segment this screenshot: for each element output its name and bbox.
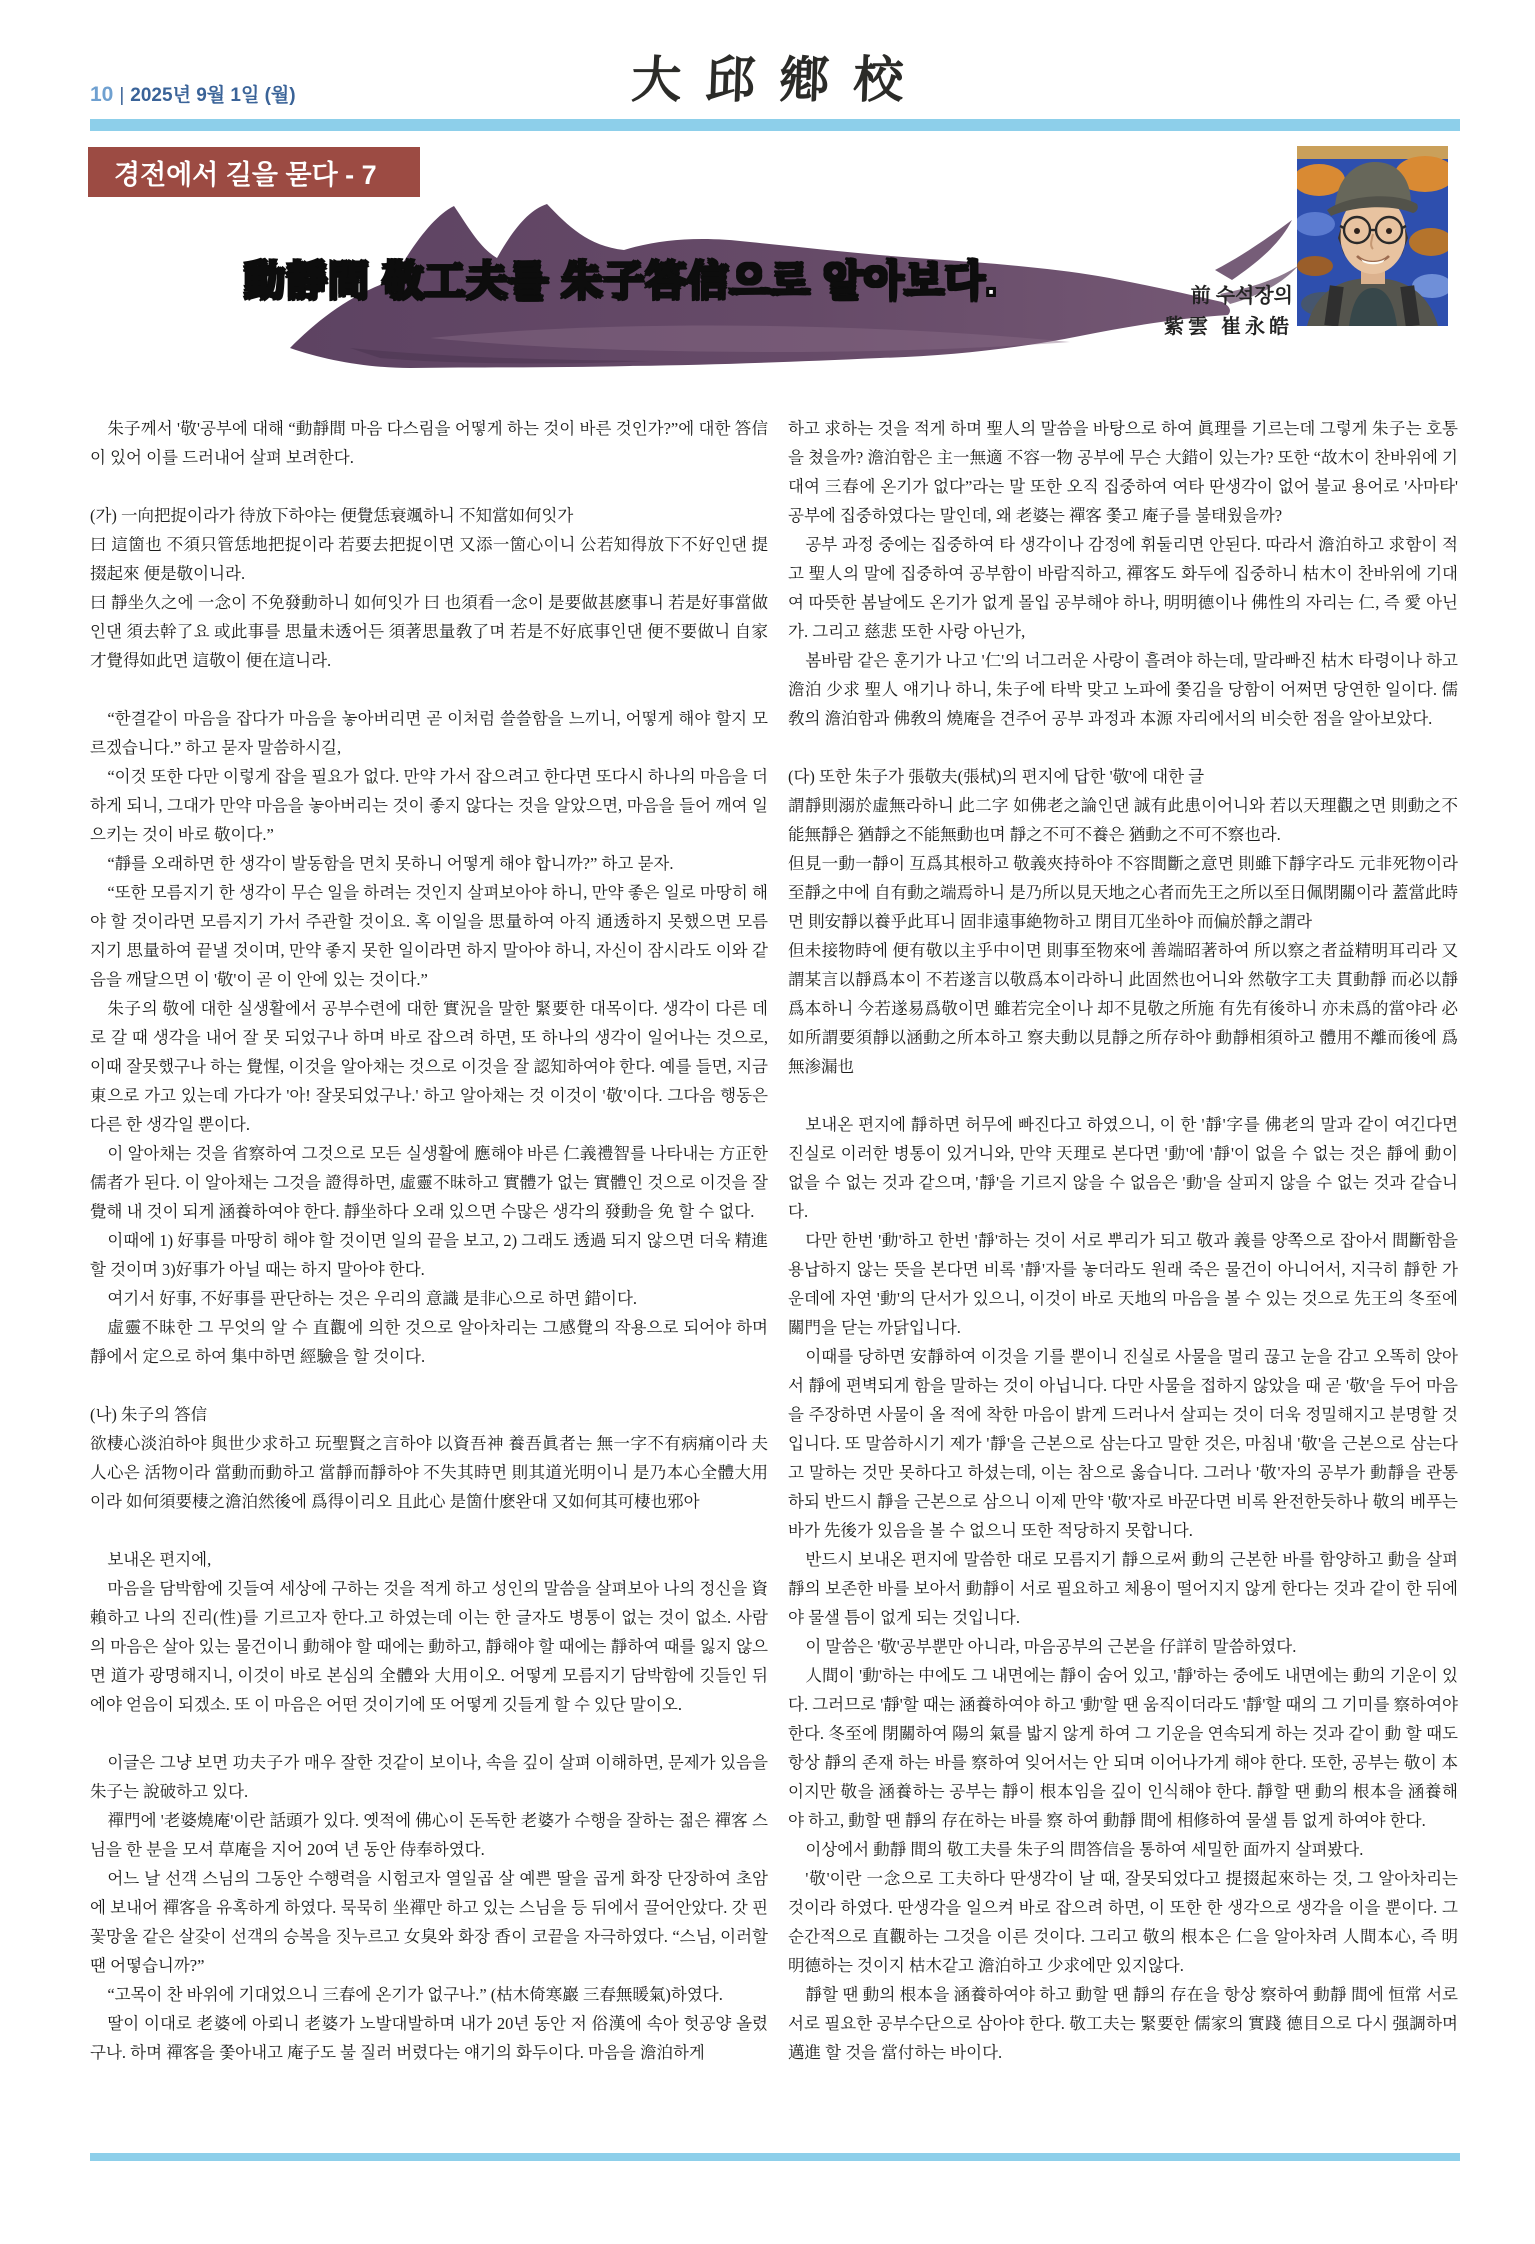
article-paragraph: 禪門에 '老婆燒庵'이란 話頭가 있다. 옛적에 佛心이 돈독한 老婆가 수행을 잘하는 젊은 禪客 스님을 한 분을 모셔 草庵을 지어 20여 년 동안 侍奉하였다. [90, 1811, 768, 1859]
article-paragraph: 朱子께서 '敬'공부에 대해 “動靜間 마음 다스림을 어떻게 하는 것이 바른 것인가?”에 대한 答信이 있어 이를 드러내어 살펴 보려한다. [90, 419, 768, 467]
article-paragraph: 어느 날 선객 스님의 그동안 수행력을 시험코자 열일곱 살 예쁜 딸을 곱게 화장 단장하여 초암에 보내어 禪客을 유혹하게 하였다. 묵묵히 坐禪만 하고 있는 스님을 등 뒤에서 끌어안았다. 갓 핀 꽃망울 같은 살갗이 선객의 승복을 짓누르고 女臭와 화장 香이 코끝을 자극하였다. “스님, 이러할 땐 어떻습니까?” [90, 1869, 768, 1975]
author-byline [1000, 281, 1293, 343]
article-paragraph: 靜할 땐 動의 根本을 涵養하여야 하고 動할 땐 靜의 存在을 항상 察하여 動靜 間에 恒常 서로서로 필요한 공부수단으로 삼아야 한다. 敬工夫는 緊要한 儒家의 實踐 德目으로 다시 强調하며 邁進 할 것을 當付하는 바이다. [788, 1985, 1458, 2062]
article-paragraph: 虛靈不昧한 그 무엇의 알 수 直觀에 의한 것으로 알아차리는 그感覺의 작용으로 되어야 하며 靜에서 定으로 하여 集中하면 經驗을 할 것이다. [90, 1318, 768, 1366]
article-paragraph: 공부 과정 중에는 집중하여 타 생각이나 감정에 휘둘리면 안된다. 따라서 澹泊하고 求함이 적고 聖人의 말에 집중하여 공부함이 바람직하고, 禪客도 화두에 집중하니 枯木이 찬바위에 기대여 따뜻한 봄날에도 온기가 없게 몰입 공부해야 하나, 明明德이나 佛性의 자리는 仁, 즉 愛 아닌가. 그리고 慈悲 또한 사랑 아닌가, [788, 535, 1458, 641]
article-paragraph: 보내온 편지에 靜하면 허무에 빠진다고 하였으니, 이 한 '靜'字를 佛老의 말과 같이 여긴다면 진실로 이러한 병통이 있거니와, 만약 天理로 본다면 '動'에 '靜'이 없을 수 없는 것은 靜에 動이 없을 수 없는 것과 같으며, '靜'을 기르지 않을 수 없음은 '動'을 살피지 않을 수 없는 것과 같습니다. [788, 1115, 1458, 1221]
article-paragraph: 曰 靜坐久之에 一念이 不免發動하니 如何잇가 曰 也須看一念이 是要做甚麽事니 若是好事當做인댄 須去幹了요 或此事를 思量未透어든 須著思量敎了며 若是不好底事인댄 便不要做니 自家才覺得如此면 這敬이 便在這니라. [90, 593, 768, 670]
page-number: 10 [90, 83, 114, 106]
article-paragraph: 이글은 그냥 보면 功夫子가 매우 잘한 것같이 보이나, 속을 깊이 살펴 이해하면, 문제가 있음을 朱子는 說破하고 있다. [90, 1753, 768, 1801]
article-paragraph: 이 말씀은 '敬'공부뿐만 아니라, 마음공부의 근본을 仔詳히 말씀하였다. [805, 1637, 1297, 1656]
article-title: 動靜間 敬工夫를 朱子答信으로 알아보다. [244, 258, 998, 304]
author-role: 前 수석장의 [1190, 285, 1293, 307]
article-paragraph: 但未接物時에 便有敬以主乎中이면 則事至物來에 善端昭著하여 所以察之者益精明耳리라 又謂某言以靜爲本이 不若遂言以敬爲本이라하니 此固然也어니와 然敬字工夫 貫動靜 而必以靜爲本하니 今若遂易爲敬이면 雖若完全이나 却不見敬之所施 有先有後하니 亦未爲的當야라 必如所謂要須靜以涵動之所本하고 察夫動以見靜之所存하야 動靜相須하고 體用不離而後에 爲無渗漏也 [788, 941, 1458, 1076]
article-paragraph: 하고 求하는 것을 적게 하며 聖人의 말씀을 바탕으로 하여 眞理를 기르는데 그렇게 朱子는 호통을 쳤을까? 澹泊함은 主一無適 不容一物 공부에 무슨 大錯이 있는가? 또한 “故木이 찬바위에 기대여 三春에 온기가 없다”라는 말 또한 오직 집중하여 여타 딴생각이 없어 불교 용어로 '사마타' 공부에 집중하였다는 말인데, 왜 老婆는 禪客 쫓고 庵子를 불태웠을까? [788, 419, 1458, 525]
article-paragraph: (나) 朱子의 答信 [90, 1405, 208, 1424]
article-column-right [788, 414, 1458, 2067]
article-column-left [90, 414, 768, 2067]
article-paragraph: 반드시 보내온 편지에 말씀한 대로 모름지기 靜으로써 動의 근본한 바를 함양하고 動을 살펴 靜의 보존한 바를 보아서 動靜이 서로 필요하고 체용이 떨어지지 않게 한다는 것과 같이 한 뒤에야 물샐 틈이 없게 되는 것입니다. [788, 1550, 1458, 1627]
date-separator: | [119, 85, 125, 106]
article-paragraph: 謂靜則溺於虛無라하니 此二字 如佛老之論인댄 誠有此患이어니와 若以天理觀之면 則動之不能無靜은 猶靜之不能無動也며 靜之不可不養은 猶動之不可不察也라. [788, 796, 1458, 844]
article-paragraph: “또한 모름지기 한 생각이 무슨 일을 하려는 것인지 살펴보아야 하니, 만약 좋은 일로 마땅히 해야 할 것이라면 모름지기 가서 주관할 것이요. 혹 이일을 思量하여 아직 通透하지 못했으면 모름지기 思量하여 끝낼 것이며, 만약 좋지 못한 일이라면 하지 말아야 하니, 자신이 잠시라도 이와 같음을 깨달으면 이 '敬'이 곧 이 안에 있는 것이다.” [90, 883, 768, 989]
article-paragraph: “한결같이 마음을 잡다가 마음을 놓아버리면 곧 이처럼 쓸쓸함을 느끼니, 어떻게 해야 할지 모르겠습니다.” 하고 묻자 말씀하시길, [90, 709, 768, 757]
article-paragraph: 人間이 '動'하는 中에도 그 내면에는 靜이 숨어 있고, '靜'하는 중에도 내면에는 動의 기운이 있다. 그러므로 '靜'할 때는 涵養하여야 하고 '動'할 땐 움직이더라도 '靜'할 때의 그 기미를 察하여야 한다. 冬至에 閉關하여 陽의 氣를 밟지 않게 하여 그 기운을 연속되게 하는 것과 같이 動 할 때도 항상 靜의 존재 하는 바를 察하여 잊어서는 안 되며 이어나가게 해야 한다. 또한, 공부는 敬이 本이지만 敬을 涵養하는 공부는 靜이 根本임을 깊이 인식해야 한다. 靜할 땐 動의 根本을 涵養해야 하고, 動할 땐 靜의 存在하는 바를 察 하여 動靜 間에 相修하여 물샐 틈 없게 하여야 한다. [788, 1666, 1458, 1830]
article-paragraph: 曰 這箇也 不須只管恁地把捉이라 若要去把捉이면 又添一箇心이니 公若知得放下不好인댄 提掇起來 便是敬이니라. [90, 535, 768, 583]
article-paragraph: 但見一動一靜이 互爲其根하고 敬義夾持하야 不容間斷之意면 則雖下靜字라도 元非死物이라 至靜之中에 自有動之端焉하니 是乃所以見天地之心者而先王之所以至日佩閉關이라 蓋當此時면 則安靜以養乎此耳니 固非遠事絶物하고 閉目兀坐하야 而偏於靜之謂라 [788, 854, 1458, 931]
article-paragraph: 마음을 담박함에 깃들여 세상에 구하는 것을 적게 하고 성인의 말씀을 살펴보아 나의 정신을 資賴하고 나의 진리(性)를 기르고자 한다.고 하였는데 이는 한 글자도 병통이 없는 것이 없소. 사람의 마음은 살아 있는 물건이니 動해야 할 때에는 動하고, 靜해야 할 때에는 靜하여 때를 잃지 않으면 道가 광명해지니, 이것이 바로 본심의 全體와 大用이오. 어떻게 모름지기 담박함에 깃들인 뒤에야 얻음이 되겠소. 또 이 마음은 어떤 것이기에 또 어떻게 깃들게 할 수 있단 말이오. [90, 1579, 768, 1714]
article-paragraph: “靜를 오래하면 한 생각이 발동함을 면치 못하니 어떻게 해야 합니까?” 하고 묻자. [107, 854, 674, 873]
article-paragraph: 朱子의 敬에 대한 실생활에서 공부수련에 대한 實況을 말한 緊要한 대목이다. 생각이 다른 데로 갈 때 생각을 내어 잘 못 되었구나 하며 바로 잡으려 하면, 또 하나의 생각이 일어나는 것으로, 이때 잘못했구나 하는 覺惺, 이것을 알아채는 것으로 이것을 잘 認知하여야 한다. 예를 들면, 지금 東으로 가고 있는데 가다가 '아! 잘못되었구나.' 하고 알아채는 것 이것이 '敬'이다. 그다음 행동은 다른 한 생각일 뿐이다. [90, 999, 768, 1134]
article-paragraph: (다) 또한 朱子가 張敬夫(張栻)의 편지에 답한 '敬'에 대한 글 [788, 767, 1205, 786]
article-paragraph: 보내온 편지에, [107, 1550, 212, 1569]
article-paragraph: 欲棲心淡泊하야 與世少求하고 玩聖賢之言하야 以資吾神 養吾眞者는 無一字不有病痛이라 夫人心은 活物이라 當動而動하고 當靜而靜하야 不失其時면 則其道光明이니 是乃本心全體大用이라 如何須要棲之澹泊然後에 爲得이리오 且此心 是箇什麽완대 又如何其可棲也邪아 [90, 1434, 768, 1511]
article-paragraph: (가) 一向把捉이라가 待放下하야는 便覺恁衰颯하니 不知當如何잇가 [90, 506, 574, 525]
series-banner: 경전에서 길을 묻다 - 7 [88, 147, 420, 197]
article-paragraph: '敬'이란 一念으로 工夫하다 딴생각이 날 때, 잘못되었다고 提掇起來하는 것, 그 알아차리는 것이라 하였다. 딴생각을 일으켜 바로 잡으려 하면, 이 또한 한 생각으로 생각을 이을 뿐이다. 그 순간적으로 直觀하는 그것을 이른 것이다. 그리고 敬의 根本은 仁을 알아차려 人間本心, 즉 明明德하는 것이지 枯木같고 澹泊하고 少求에만 있지않다. [788, 1869, 1458, 1975]
article-paragraph: 이상에서 動靜 間의 敬工夫를 朱子의 問答信을 통하여 세밀한 面까지 살펴봤다. [805, 1840, 1364, 1859]
article-paragraph: 이때에 1) 好事를 마땅히 해야 할 것이면 일의 끝을 보고, 2) 그래도 透過 되지 않으면 더욱 精進할 것이며 3)好事가 아닐 때는 하지 말아야 한다. [90, 1231, 768, 1279]
article-paragraph: 딸이 이대로 老婆에 아뢰니 老婆가 노발대발하며 내가 20년 동안 저 俗漢에 속아 헛공양 올렸구나. 하며 禪客을 쫓아내고 庵子도 불 질러 버렸다는 얘기의 화두이다. 마음을 澹泊하게 [90, 2014, 768, 2062]
article-paragraph: 다만 한번 '動'하고 한번 '靜'하는 것이 서로 뿌리가 되고 敬과 義를 양쪽으로 잡아서 間斷함을 용납하지 않는 뜻을 본다면 비록 '靜'자를 놓더라도 원래 죽은 물건이 아니어서, 지극히 靜한 가운데에 자연 '動'의 단서가 있으니, 이것이 바로 天地의 마음을 볼 수 있는 것으로 先王의 冬至에 關門을 닫는 까닭입니다. [788, 1231, 1458, 1337]
footer-divider [90, 2153, 1460, 2161]
article-paragraph: 이 알아채는 것을 省察하여 그것으로 모든 실생활에 應해야 바른 仁義禮智를 나타내는 方正한 儒者가 된다. 이 알아채는 그것을 證得하면, 虛靈不昧하고 實體가 없는 實體인 것으로 이것을 잘 覺해 내 것이 되게 涵養하여야 한다. 靜坐하다 오래 있으면 수많은 생각의 發動을 免 할 수 없다. [90, 1144, 768, 1221]
author-photo-art [1297, 146, 1448, 326]
author-photo [1297, 146, 1448, 326]
author-name: 紫雲 崔永皓 [1164, 316, 1293, 338]
article-paragraph: 이때를 당하면 安靜하여 이것을 기를 뿐이니 진실로 사물을 멀리 끊고 눈을 감고 오똑히 앉아서 靜에 편벽되게 함을 말하는 것이 아닙니다. 다만 사물을 접하지 않았을 때 곧 '敬'을 두어 마음을 주장하면 사물이 올 적에 착한 마음이 밝게 드러나서 살피는 것이 더욱 정밀해지고 분명할 것입니다. 또 말씀하시기 제가 '靜'을 근본으로 삼는다고 말한 것은, 마침내 '敬'을 근본으로 삼는다고 말하는 것만 못하다고 하셨는데, 이는 참으로 옳습니다. 그러나 '敬'자의 공부가 動靜을 관통하되 반드시 靜을 근본으로 삼으니 이제 만약 '敬'자로 바꾼다면 비록 완전한듯하나 敬의 베푸는 바가 先後가 있음을 볼 수 없으니 또한 적당하지 못합니다. [788, 1347, 1458, 1540]
issue-date: 2025년 9월 1일 (월) [130, 85, 296, 106]
article-paragraph: 봄바람 같은 훈기가 나고 '仁'의 너그러운 사랑이 흘려야 하는데, 말라빠진 枯木 타령이나 하고 澹泊 少求 聖人 얘기나 하니, 朱子에 타박 맞고 노파에 쫓김을 당함이 어쩌면 당연한 일이다. 儒敎의 澹泊함과 佛敎의 燒庵을 견주어 공부 과정과 本源 자리에서의 비슷한 점을 알아보았다. [788, 651, 1458, 728]
article-paragraph: “고목이 찬 바위에 기대었으니 三春에 온기가 없구나.” (枯木倚寒巖 三春無暖氣)하였다. [107, 1985, 723, 2004]
masthead-title: 大邱鄕校 [630, 52, 929, 108]
article-paragraph: “이것 또한 다만 이렇게 잡을 필요가 없다. 만약 가서 잡으려고 한다면 또다시 하나의 마음을 더하게 되니, 그대가 만약 마음을 놓아버리는 것이 좋지 않다는 것을 알았으면, 마음을 들어 깨여 일으키는 것이 바로 敬이다.” [90, 767, 768, 844]
header-divider [90, 119, 1460, 131]
article-paragraph: 여기서 好事, 不好事를 판단하는 것은 우리의 意識 是非心으로 하면 錯이다. [107, 1289, 638, 1308]
